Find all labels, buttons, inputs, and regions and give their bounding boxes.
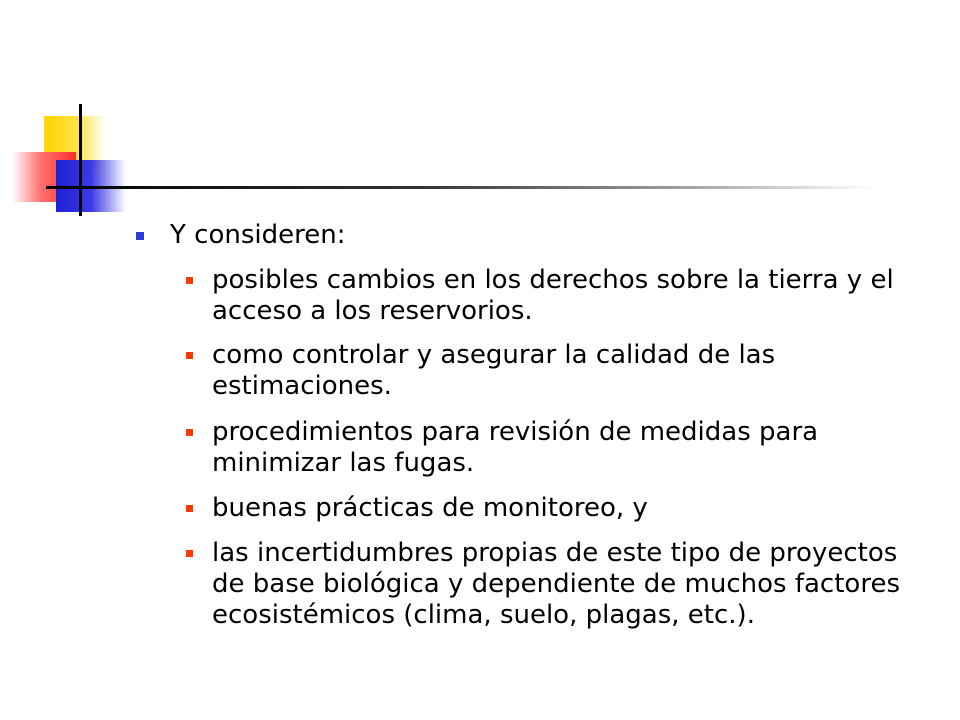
list-item-text: Y consideren: xyxy=(170,220,346,250)
list-item-text: como controlar y asegurar la calidad de las estimaciones. xyxy=(212,340,776,401)
list-item-text: buenas prácticas de monitoreo, y xyxy=(212,493,648,523)
square-bullet-icon xyxy=(186,505,193,512)
list-item-text: procedimientos para revisión de medidas para minimizar las fugas. xyxy=(212,417,819,478)
list-item-level2 xyxy=(212,417,922,479)
square-bullet-icon xyxy=(186,352,193,359)
list-item-level2 xyxy=(212,538,922,631)
square-bullet-icon xyxy=(186,550,193,557)
square-bullet-icon xyxy=(136,232,144,240)
list-item-text: posibles cambios en los derechos sobre la tierra y el acceso a los reservorios. xyxy=(212,265,894,326)
list-item-text: las incertidumbres propias de este tipo de proyectos de base biológica y dependiente de muchos factores ecosistémicos (clima, suelo, plagas, etc.). xyxy=(212,538,900,630)
list-item-level2 xyxy=(212,265,922,327)
list-item-level2 xyxy=(212,340,922,402)
square-bullet-icon xyxy=(186,429,193,436)
list-item-level2 xyxy=(212,493,922,524)
square-bullet-icon xyxy=(186,277,193,284)
list-item-level1 xyxy=(170,220,910,251)
